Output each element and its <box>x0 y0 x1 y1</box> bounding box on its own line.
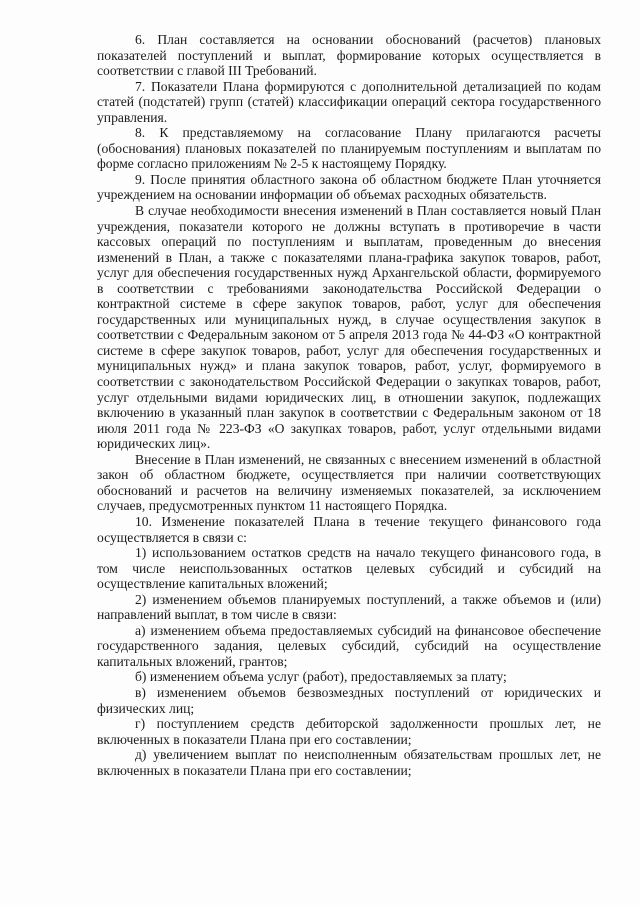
list-item-2b: б) изменением объема услуг (работ), предоставляемых за плату; <box>135 669 507 685</box>
paragraph-9-amendments: Внесение в План изменений, не связанных с внесением изменений в областной закон об областном бюджете, осуществляется при наличии соответствующих обоснований и расчетов на величину изменяемых показателей, за исключением случаев, предусмотренных пунктом 11 настоящего Порядка. <box>97 451 601 514</box>
paragraph-6: 6. План составляется на основании обоснований (расчетов) плановых показателей поступлений и выплат, формирование которых осуществляется в соответствии с главой III Требований. <box>97 32 601 79</box>
list-item-2g: г) поступлением средств дебиторской задолженности прошлых лет, не включенных в показатели Плана при его составлении; <box>97 716 601 747</box>
list-item-2d: д) увеличением выплат по неисполненным обязательствам прошлых лет, не включенных в показатели Плана при его составлении; <box>97 747 601 778</box>
paragraph-10: 10. Изменение показателей Плана в течение текущего финансового года осуществляется в связи с: <box>97 513 601 545</box>
paragraph-9-changes: В случае необходимости внесения изменений в План составляется новый План учреждения, показатели которого не должны вступать в противоречие в части кассовых операций по поступлениям и выплатам, проведенным до внесения изменений в План, а также с показателями плана-графика закупок товаров, работ, услуг для обеспечения государственных нужд Архангельской области, формируемого в соответствии с требованиями законодательства Российской Федерации о контрактной системе в сфере закупок товаров, работ, услуг для обеспечения государственных или муниципальных нужд, в случае осуществления закупок в соответствии с Федеральным законом от 5 апреля 2013 года № 44-ФЗ «О контрактной системе в сфере закупок товаров, работ, услуг для обеспечения государственных и муниципальных нужд» и плана закупок товаров, работ, услуг, формируемого в соответствии с законодательством Российской Федерации о закупках товаров, работ, услуг отдельными видами юридических лиц, в отношении закупок, подлежащих включению в указанный план закупок в соответствии с Федеральным законом от 18 июля 2011 года № 223-ФЗ «О закупках товаров, работ, услуг отдельными видами юридических лиц». <box>97 203 601 452</box>
list-item-1: 1) использованием остатков средств на начало текущего финансового года, в том числе неиспользованных остатков целевых субсидий и субсидий на осуществление капитальных вложений; <box>97 545 601 592</box>
list-item-2: 2) изменением объемов планируемых поступлений, а также объемов и (или) направлений выплат, в том числе в связи: <box>97 591 601 623</box>
list-item-2v: в) изменением объемов безвозмездных поступлений от юридических и физических лиц; <box>97 684 601 716</box>
list-item-2a: а) изменением объема предоставляемых субсидий на финансовое обеспечение государственного задания, целевых субсидий, субсидий на осуществление капитальных вложений, грантов; <box>97 622 601 669</box>
paragraph-7: 7. Показатели Плана формируются с дополнительной детализацией по кодам статей (подстатей) групп (статей) классификации операций сектора государственного управления. <box>97 78 601 125</box>
paragraph-8: 8. К представляемому на согласование Плану прилагаются расчеты (обоснования) плановых показателей по планируемым поступлениям и выплатам по форме согласно приложениям № 2-5 к настоящему Порядку. <box>97 125 601 172</box>
paragraph-9: 9. После принятия областного закона об областном бюджете План уточняется учреждением на основании информации об объемах расходных обязательств. <box>97 171 601 203</box>
document-body <box>97 32 601 778</box>
